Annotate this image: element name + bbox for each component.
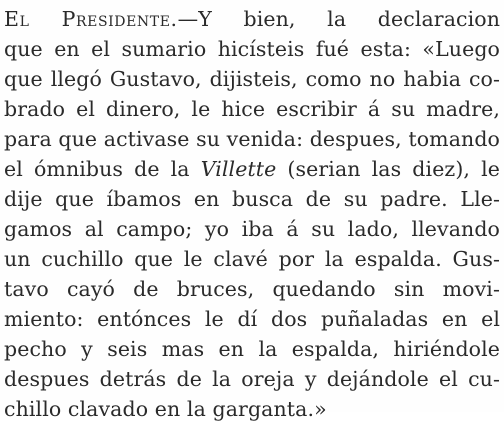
italic-place-name: Villette [200, 157, 277, 181]
text-line [4, 154, 500, 184]
text-span: el ómnibus de la [4, 157, 201, 181]
text-line [4, 124, 500, 154]
text-line [4, 244, 500, 274]
text-line [4, 4, 500, 34]
text-line [4, 394, 500, 424]
speaker-name: El Presidente. [4, 7, 178, 31]
text-span: despues detrás de la oreja y dejándole el cu- [4, 367, 500, 391]
text-line [4, 364, 500, 394]
text-span: pecho y seis mas en la espalda, hiriéndole [4, 337, 500, 361]
text-line [4, 64, 500, 94]
text-line [4, 274, 500, 304]
text-line [4, 34, 500, 64]
text-span: —Y bien, la declaracion [177, 7, 500, 31]
text-span: dije que íbamos en busca de su padre. Lle- [4, 187, 500, 211]
text-span: miento: entónces le dí dos puñaladas en el [4, 307, 500, 331]
text-span: tavo cayó de bruces, quedando sin movi- [4, 277, 500, 301]
text-span: brado el dinero, le hice escribir á su madre, [4, 97, 500, 121]
text-span: chillo clavado en la garganta.» [4, 397, 327, 421]
text-span: (serian las diez), le [276, 157, 500, 181]
text-span: gamos al campo; yo iba á su lado, llevando [4, 217, 500, 241]
text-span: un cuchillo que le clavé por la espalda. Gus- [4, 247, 500, 271]
text-span: que llegó Gustavo, dijisteis, como no habia co- [4, 67, 500, 91]
text-line [4, 184, 500, 214]
dialogue-paragraph [4, 4, 500, 424]
text-line [4, 94, 500, 124]
text-line [4, 304, 500, 334]
text-span: para que activase su venida: despues, tomando [4, 127, 500, 151]
text-span: que en el sumario hicísteis fué esta: «Luego [4, 37, 500, 61]
text-line [4, 214, 500, 244]
text-line [4, 334, 500, 364]
